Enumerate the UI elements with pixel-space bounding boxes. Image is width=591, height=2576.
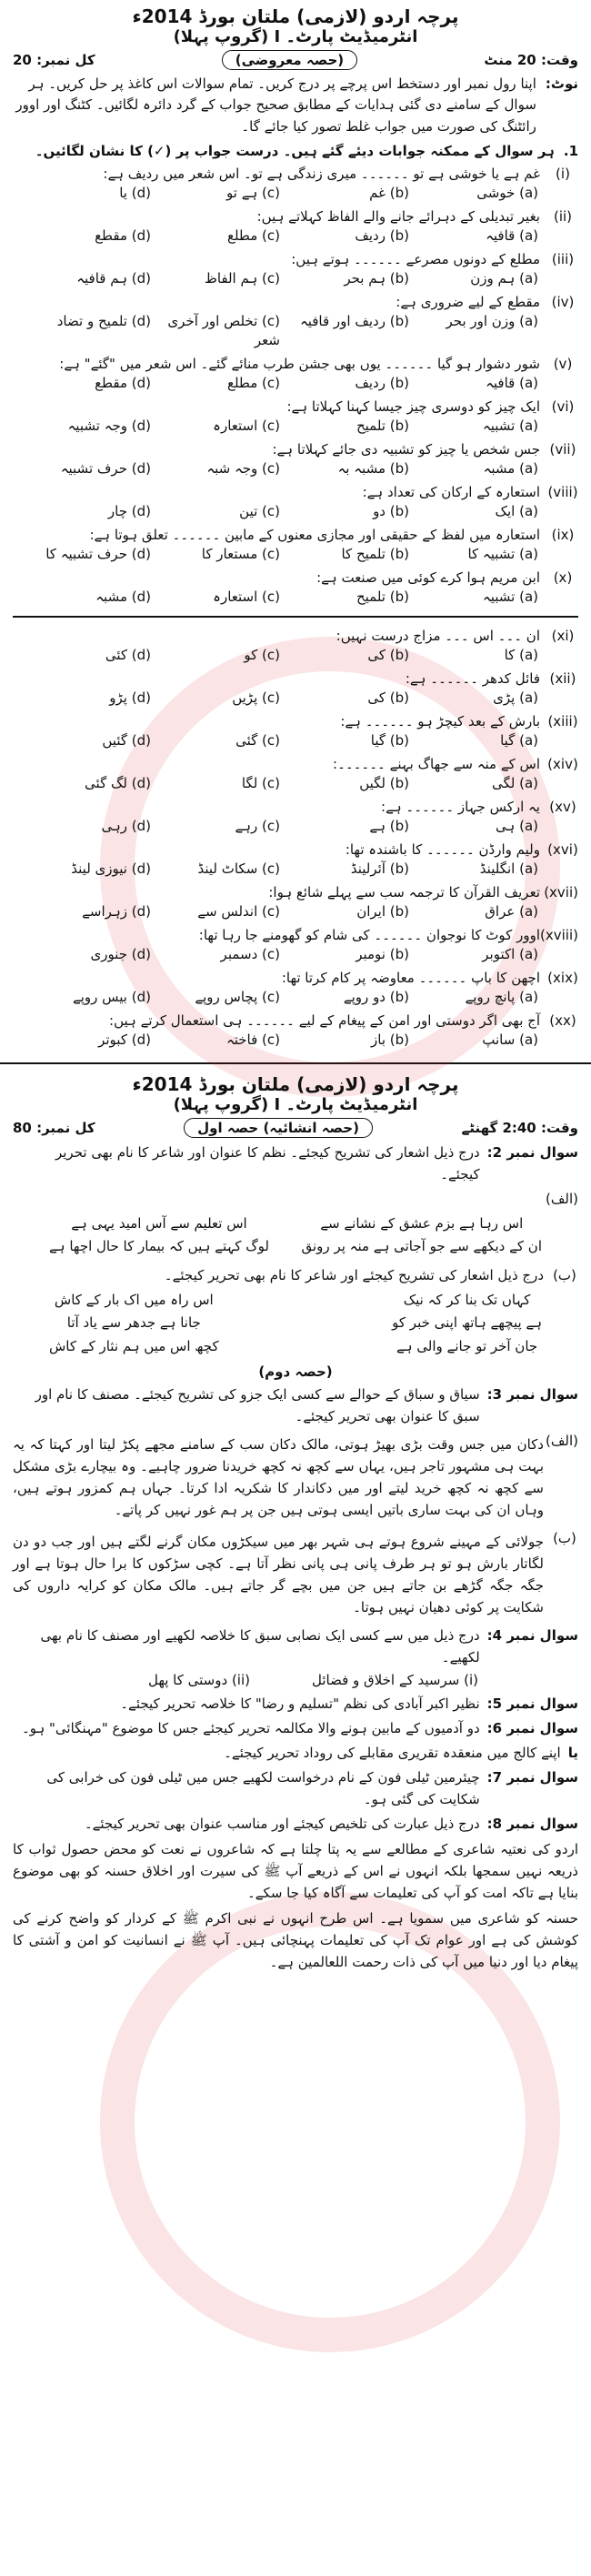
mcq-option[interactable]: (d) تلمیح و تضاد	[56, 312, 151, 329]
question-4	[13, 1625, 578, 1668]
mcq-item	[13, 293, 578, 350]
mcq-number: (xi)	[551, 627, 575, 644]
mcq-option[interactable]: (a) پڑی	[493, 689, 538, 706]
mcq-options	[13, 860, 578, 879]
mcq-item	[13, 526, 578, 564]
note-text: اپنا رول نمبر اور دستخط اس پرچے پر درج کریں۔ تمام سوالات اس کاغذ پر حل کریں۔ ہر سوال کے سامنے دی گئی ہدایات کے مطابق صحیح جواب کے گرد دائرہ لگائیں۔ کٹنگ اور اوور رائٹنگ کی صورت میں جواب غلط تصور کیا جائے گا۔	[15, 75, 536, 135]
mcq-number: (v)	[553, 355, 573, 372]
mcq-option[interactable]: (c) ہے تو	[226, 184, 280, 201]
mcq-item	[13, 755, 578, 793]
mcq-options	[13, 374, 578, 393]
mcq-stem	[13, 798, 578, 817]
q2b-label: (ب)	[553, 1266, 576, 1283]
mcq-number: (xvi)	[547, 840, 578, 858]
mcq-option[interactable]: (c) پڑیں	[232, 689, 280, 706]
q7-label: سوال نمبر 7:	[486, 1769, 578, 1786]
paper1-objective	[0, 0, 591, 1050]
q1-instruction: ہر سوال کے ممکنہ جوابات دیئے گئے ہیں۔ درست جواب پر (✓) کا نشان لگائیں۔	[35, 142, 555, 159]
mcq-item	[13, 883, 578, 921]
mcq-list-part2	[13, 627, 578, 1050]
mcq-option[interactable]: (c) گئی	[235, 731, 280, 749]
q2-label: سوال نمبر 2:	[486, 1143, 578, 1161]
mcq-option[interactable]: (a) ہم وزن	[470, 269, 538, 287]
mcq-options	[13, 774, 578, 793]
q5-text: نظیر اکبر آبادی کی نظم "تسلیم و رضا" کا خلاصہ تحریر کیجئے۔	[120, 1696, 480, 1713]
question-6	[13, 1717, 578, 1739]
mcq-question: جس شخص یا چیز کو تشبیہ دی جائے کہلاتا ہے:	[272, 440, 540, 458]
mcq-stem	[13, 355, 578, 374]
mcq-option[interactable]: (b) آئرلینڈ	[350, 860, 409, 877]
mcq-options	[13, 1031, 578, 1050]
mcq-number: (vii)	[549, 440, 576, 458]
mcq-option[interactable]: (a) عراق	[485, 902, 538, 920]
mcq-question: شور دشوار ہو گیا ۔۔۔۔۔۔ یوں بھی جشن طرب منائے گئے۔ اس شعر میں "گئے" ہے:	[59, 355, 540, 372]
mcq-number: (viii)	[547, 483, 578, 500]
mcq-stem	[13, 397, 578, 417]
q2a-couplets	[13, 1213, 578, 1259]
mcq-option[interactable]: (c) تخلص اور آخری شعر	[167, 312, 280, 348]
mcq-option[interactable]: (b) کی	[367, 646, 409, 663]
mcq-option[interactable]: (d) یا	[119, 184, 151, 201]
mcq-options	[13, 417, 578, 436]
q3a-label: (الف)	[546, 1433, 578, 1450]
q8-paragraph-1: اردو کی نعتیہ شاعری کے مطالعے سے یہ پتا چلتا ہے کہ شاعروں نے نعت کو محض حصول ثواب کا ذریعہ نہیں سمجھا بلکہ انہوں نے اس کے ذریعے آپ ﷺ کی سیرت اور اخلاق حسنہ کو بھی موضوع بنایا ہے تاکہ امت کو آپ کی تعلیمات سے آگاہ کیا جا سکے۔	[13, 1841, 578, 1902]
paper2-meta	[13, 1118, 578, 1138]
paper1-marks: کل نمبر: 20	[13, 52, 95, 68]
mcq-item	[13, 798, 578, 836]
mcq-options	[13, 689, 578, 708]
paper1-meta	[13, 50, 578, 70]
q3a	[13, 1430, 578, 1524]
mcq-option[interactable]: (a) کا	[504, 646, 538, 663]
mcq-item	[13, 355, 578, 393]
mcq-option[interactable]: (b) ہے	[369, 817, 409, 834]
paper1-subtitle: انٹرمیڈیٹ پارٹ۔ I (گروپ پہلا)	[173, 27, 418, 46]
mcq-question: یہ ارکس جہاز ۔۔۔۔۔۔ ہے:	[381, 798, 540, 815]
mcq-option[interactable]: (a) گیا	[500, 731, 538, 749]
mcq-option[interactable]: (d) کبوتر	[98, 1031, 151, 1048]
paper1-section: (حصہ معروضی)	[222, 50, 357, 70]
q2-text: درج ذیل اشعار کی تشریح کیجئے۔ نظم کا عنوان اور شاعر کا نام بھی تحریر کیجئے۔	[55, 1143, 480, 1182]
verse-line: کہاں تک بنا کر کہ نیک	[403, 1291, 531, 1308]
question-5	[13, 1693, 578, 1715]
q2b-text: درج ذیل اشعار کی تشریح کیجئے اور شاعر کا نام بھی تحریر کیجئے۔	[164, 1266, 544, 1283]
mcq-question: ان ۔۔۔ اس ۔۔۔ مزاج درست نہیں:	[336, 627, 540, 644]
mcq-question: اچھن کا باپ ۔۔۔۔۔۔ معاوضہ پر کام کرتا تھا:	[281, 969, 540, 986]
mcq-option[interactable]: (b) ردیف	[355, 374, 409, 391]
mcq-option[interactable]: (a) قافیہ	[486, 226, 538, 244]
question-8	[13, 1813, 578, 1835]
mcq-number: (xx)	[549, 1011, 576, 1029]
mcq-stem	[13, 969, 578, 988]
mcq-question: ولیم وارڈن ۔۔۔۔۔۔ کا باشندہ تھا:	[345, 840, 540, 858]
part2-heading: (حصہ دوم)	[258, 1363, 333, 1381]
q4-label: سوال نمبر 4:	[486, 1627, 578, 1645]
mcq-option[interactable]: (c) مطلع	[226, 374, 280, 391]
q3b	[13, 1527, 578, 1622]
q2a-right-column	[302, 1213, 543, 1259]
mcq-option[interactable]: (a) تشبیہ کا	[467, 545, 538, 562]
mcq-number: (xix)	[547, 969, 578, 986]
q1-number: 1.	[563, 142, 578, 159]
mcq-option[interactable]: (b) تلمیح	[356, 588, 409, 605]
mcq-options	[13, 588, 578, 607]
paper-divider	[0, 1062, 591, 1064]
mcq-options	[13, 459, 578, 478]
mcq-option[interactable]: (b) تلمیح	[356, 417, 409, 434]
mcq-question: اوور کوٹ کا نوجوان ۔۔۔۔۔۔ کی شام کو گھومنے جا رہا تھا:	[198, 926, 540, 943]
mcq-options	[13, 269, 578, 288]
mcq-item	[13, 250, 578, 288]
question-2	[13, 1142, 578, 1185]
mcq-stem	[13, 483, 578, 502]
mcq-number: (xviii)	[540, 926, 578, 943]
q8-text: درج ذیل عبارت کی تلخیص کیجئے اور مناسب عنوان بھی تحریر کیجئے۔	[84, 1816, 480, 1833]
q6-text-2: اپنے کالج میں منعقدہ تقریری مقابلے کی روداد تحریر کیجئے۔	[224, 1745, 561, 1762]
mcq-option[interactable]: (d) چار	[107, 502, 151, 519]
divider	[13, 616, 578, 618]
mcq-option[interactable]: (b) ایران	[356, 902, 409, 920]
mcq-number: (x)	[553, 569, 573, 586]
mcq-option[interactable]: (b) تلمیح کا	[341, 545, 409, 562]
mcq-option[interactable]: (c) کو	[244, 646, 280, 663]
mcq-option[interactable]: (d) جنوری	[90, 945, 151, 962]
mcq-option[interactable]: (c) ہم الفاظ	[204, 269, 280, 287]
mcq-options	[13, 312, 578, 350]
mcq-number: (iii)	[551, 250, 575, 267]
mcq-option[interactable]: (d) نیوزی لینڈ	[71, 860, 151, 877]
question-7	[13, 1766, 578, 1810]
mcq-options	[13, 226, 578, 246]
mcq-option[interactable]: (d) کئی	[105, 646, 151, 663]
q2a-label: (الف)	[546, 1190, 578, 1207]
q1-heading	[13, 143, 578, 159]
q6-label: سوال نمبر 6:	[486, 1720, 578, 1737]
mcq-stem	[13, 165, 578, 184]
q2b	[13, 1264, 578, 1286]
mcq-number: (iv)	[551, 293, 575, 310]
mcq-stem	[13, 712, 578, 731]
mcq-stem	[13, 569, 578, 588]
mcq-options	[13, 184, 578, 203]
mcq-option[interactable]: (a) وزن اور بحر	[446, 312, 538, 329]
q2b-right-column	[392, 1289, 542, 1359]
paper1-title: پرچہ اردو (لازمی) ملتان بورڈ 2014ء	[132, 5, 459, 27]
mcq-option[interactable]: (b) غم	[369, 184, 409, 201]
mcq-option[interactable]: (c) لگا	[241, 774, 280, 791]
mcq-option[interactable]: (b) مشبہ بہ	[337, 459, 409, 477]
q2b-couplets	[13, 1289, 578, 1359]
mcq-stem	[13, 207, 578, 226]
paper2-section: (حصہ انشائیہ) حصہ اول	[184, 1118, 373, 1138]
mcq-option[interactable]: (b) دو	[373, 502, 409, 519]
mcq-question: تعریف القرآن کا ترجمہ سب سے پہلے شائع ہوا:	[268, 883, 540, 901]
mcq-option[interactable]: (d) حرف تشبیہ کا	[45, 545, 151, 562]
mcq-option[interactable]: (d) لگ گئی	[85, 774, 151, 791]
mcq-option[interactable]: (b) ردیف	[355, 226, 409, 244]
mcq-question: بغیر تبدیلی کے دہرائے جانے والے الفاظ کہلاتے ہیں:	[256, 207, 540, 225]
mcq-options	[13, 545, 578, 564]
mcq-option[interactable]: (a) ہی	[496, 817, 538, 834]
mcq-option[interactable]: (a) پانچ روپے	[465, 988, 538, 1005]
mcq-option[interactable]: (b) نومبر	[356, 945, 409, 962]
mcq-item	[13, 440, 578, 478]
mcq-number: (ix)	[551, 526, 575, 543]
mcq-item	[13, 926, 578, 964]
question-3	[13, 1384, 578, 1427]
mcq-number: (xv)	[549, 798, 576, 815]
mcq-options	[13, 902, 578, 921]
verse-line: کچھ اس میں ہم نثار کے کاش	[49, 1337, 219, 1354]
mcq-option[interactable]: (b) کی	[367, 689, 409, 706]
verse-line: اس راہ میں اک بار کے کاش	[54, 1291, 214, 1308]
mcq-option[interactable]: (c) مستعار کا	[201, 545, 280, 562]
mcq-option[interactable]: (c) دسمبر	[220, 945, 280, 962]
verse-line: اس تعلیم سے آس امید یہی ہے	[71, 1214, 247, 1232]
q5-label: سوال نمبر 5:	[486, 1696, 578, 1713]
mcq-option[interactable]: (d) بیس روپے	[72, 988, 151, 1005]
q6-text: دو آدمیوں کے مابین ہونے والا مکالمہ تحریر کیجئے جس کا موضوع "مہنگائی" ہو۔	[21, 1720, 480, 1737]
mcq-option[interactable]: (c) استعارہ	[213, 588, 280, 605]
mcq-stem	[13, 840, 578, 860]
mcq-item	[13, 627, 578, 665]
q3b-text: جولائی کے مہینے شروع ہوتے ہی شہر بھر میں سیکڑوں مکان گرنے لگتے ہیں اور جب دو دن لگاتار بارش ہو تو ہر طرف پانی ہی پانی نظر آتا ہے۔ کچی سڑکوں کا برا حال ہوتا ہے اور جگہ جگہ گڑھے بن جاتے ہیں جن میں بچے گر جاتے ہیں۔ مالک مکان کو کرایہ داروں کی شکایت پر کوئی دھیان نہیں ہوتا۔	[13, 1534, 544, 1616]
paper2-subtitle: انٹرمیڈیٹ پارٹ۔ I (گروپ پہلا)	[173, 1094, 418, 1114]
q7-text: چیئرمین ٹیلی فون کے نام درخواست لکھیے جس میں ٹیلی فون کی خرابی کی شکایت کی گئی ہو۔	[46, 1769, 480, 1808]
mcq-option[interactable]: (d) زہراسے	[82, 902, 151, 920]
mcq-question: اس کے منہ سے جھاگ بہنے ۔۔۔۔۔۔:	[333, 755, 540, 772]
mcq-options	[13, 502, 578, 521]
mcq-question: ابن مریم ہوا کرے کوئی میں صنعت ہے:	[316, 569, 540, 586]
paper2-marks: کل نمبر: 80	[13, 1119, 95, 1136]
mcq-number: (xvii)	[544, 883, 578, 901]
mcq-number: (vi)	[551, 397, 575, 415]
paper2-title: پرچہ اردو (لازمی) ملتان بورڈ 2014ء	[132, 1072, 459, 1095]
mcq-item	[13, 483, 578, 521]
mcq-option[interactable]: (d) مقطع	[95, 374, 151, 391]
paper1-time: وقت: 20 منٹ	[484, 52, 578, 68]
paper1-note	[13, 74, 578, 137]
verse-line: جانا ہے جدھر سے یاد آتا	[66, 1314, 201, 1332]
mcq-option[interactable]: (a) قافیہ	[486, 374, 538, 391]
mcq-options	[13, 646, 578, 665]
mcq-option[interactable]: (d) پڑو	[109, 689, 151, 706]
paper2-subjective	[0, 1073, 591, 1974]
note-label: نوٹ:	[545, 75, 578, 92]
mcq-item	[13, 840, 578, 879]
mcq-option[interactable]: (b) ہم بحر	[344, 269, 409, 287]
mcq-number: (xiii)	[547, 712, 578, 730]
verse-line: جان آخر تو جانے والی ہے	[396, 1337, 538, 1354]
mcq-question: مقطع کے لیے ضروری ہے:	[396, 293, 540, 310]
q4-option: (i) سرسید کے اخلاق و فضائل	[311, 1672, 478, 1689]
mcq-question: آج بھی اگر دوستی اور امن کے پیغام کے لیے ۔۔۔۔۔۔ ہی استعمال کرتے ہیں:	[109, 1011, 540, 1029]
verse-line: ان کے دیکھے سے جو آجاتی ہے منہ پر رونق	[301, 1238, 542, 1255]
mcq-option[interactable]: (c) رہے	[235, 817, 280, 834]
mcq-stem	[13, 1011, 578, 1031]
mcq-option[interactable]: (c) پچاس روپے	[195, 988, 280, 1005]
q6-or-label: یا	[567, 1745, 578, 1762]
mcq-option[interactable]: (d) رہی	[101, 817, 151, 834]
mcq-option[interactable]: (d) حرف تشبیہ	[60, 459, 151, 477]
mcq-option[interactable]: (c) وجہ شبہ	[206, 459, 280, 477]
mcq-options	[13, 988, 578, 1007]
mcq-item	[13, 207, 578, 246]
mcq-item	[13, 569, 578, 607]
mcq-option[interactable]: (a) سانپ	[482, 1031, 538, 1048]
mcq-item	[13, 669, 578, 708]
mcq-option[interactable]: (b) گیا	[370, 731, 409, 749]
verse-line: اس رہا ہے بزم عشق کے نشانے سے	[320, 1214, 524, 1232]
mcq-stem	[13, 440, 578, 459]
mcq-option[interactable]: (a) تشبیہ	[482, 588, 538, 605]
mcq-list-part1	[13, 165, 578, 607]
mcq-stem	[13, 627, 578, 646]
q6-or	[13, 1742, 578, 1764]
mcq-question: مطلع کے دونوں مصرعے ۔۔۔۔۔۔ ہوتے ہیں:	[291, 250, 540, 267]
mcq-question: استعارہ میں لفظ کے حقیقی اور مجازی معنوں کے مابین ۔۔۔۔۔۔ تعلق ہوتا ہے:	[89, 526, 540, 543]
mcq-number: (ii)	[553, 207, 573, 225]
mcq-option[interactable]: (d) گئیں	[102, 731, 151, 749]
mcq-option[interactable]: (a) اکتوبر	[482, 945, 538, 962]
mcq-number: (i)	[556, 165, 570, 182]
mcq-options	[13, 945, 578, 964]
mcq-item	[13, 397, 578, 436]
mcq-option[interactable]: (b) ردیف اور قافیہ	[299, 312, 409, 329]
mcq-option[interactable]: (d) مقطع	[95, 226, 151, 244]
q4-option: (ii) دوستی کا پھل	[147, 1672, 250, 1689]
mcq-options	[13, 731, 578, 750]
mcq-option[interactable]: (c) اندلس سے	[197, 902, 280, 920]
mcq-question: ایک چیز کو دوسری چیز جیسا کہنا کہلاتا ہے:	[286, 397, 540, 415]
mcq-stem	[13, 293, 578, 312]
mcq-option[interactable]: (d) وجہ تشبیہ	[67, 417, 151, 434]
mcq-option[interactable]: (b) دو روپے	[343, 988, 409, 1005]
mcq-option[interactable]: (b) باز	[371, 1031, 409, 1048]
mcq-question: بارش کے بعد کیچڑ ہو ۔۔۔۔۔۔ ہے:	[340, 712, 540, 730]
q3b-label: (ب)	[553, 1530, 576, 1547]
mcq-option[interactable]: (a) انگلینڈ	[479, 860, 538, 877]
mcq-option[interactable]: (d) مشبہ	[95, 588, 151, 605]
q8-label: سوال نمبر 8:	[486, 1816, 578, 1833]
mcq-option[interactable]: (c) مطلع	[226, 226, 280, 244]
mcq-item	[13, 969, 578, 1007]
q2a-left-column	[49, 1213, 269, 1259]
mcq-stem	[13, 250, 578, 269]
mcq-number: (xiv)	[547, 755, 578, 772]
verse-line: ہے پیچھے ہاتھ اپنی خبر کو	[392, 1314, 542, 1332]
verse-line: لوگ کہتے ہیں کہ بیمار کا حال اچھا ہے	[49, 1238, 269, 1255]
mcq-option[interactable]: (c) فاختہ	[225, 1031, 280, 1048]
mcq-stem	[13, 526, 578, 545]
mcq-item	[13, 712, 578, 750]
mcq-option[interactable]: (c) سکاٹ لینڈ	[197, 860, 280, 877]
mcq-option[interactable]: (a) تشبیہ	[482, 417, 538, 434]
mcq-option[interactable]: (a) مشبہ	[483, 459, 538, 477]
mcq-option[interactable]: (d) ہم قافیہ	[76, 269, 151, 287]
q3a-text: دکان میں جس وقت بڑی بھیڑ ہوتی، مالک دکان سب کے سامنے مجھے پکڑ لیتا اور کہتا کہ یہ بہت ہی مشہور تاجر ہیں، یہاں سے کچھ نہ کچھ خریدنا ضرور چاہیے۔ وہ بیچارے بڑی مشکل سے کچھ نہ کچھ خرید لیتے اور میں دکاندار کا شکریہ ادا کرتا۔ جہاں ہم کمزور ہوتے ہیں، وہاں ان کی بہت ساری باتیں ایسی ہوتی ہیں جن پر ہم غور نہیں کر پاتے۔	[13, 1436, 544, 1519]
q2a	[13, 1188, 578, 1210]
mcq-question: فائل کدھر ۔۔۔۔۔۔ ہے:	[405, 669, 540, 687]
q4-text: درج ذیل میں سے کسی ایک نصابی سبق کا خلاصہ لکھیے اور مصنف کا نام بھی لکھیے۔	[40, 1627, 480, 1666]
mcq-option[interactable]: (a) ایک	[495, 502, 538, 519]
mcq-item	[13, 165, 578, 203]
mcq-item	[13, 1011, 578, 1050]
mcq-question: غم ہے یا خوشی ہے تو ۔۔۔۔۔۔ میری زندگی ہے تو۔ اس شعر میں ردیف ہے:	[103, 165, 540, 182]
paper2-time: وقت: 2:40 گھنٹے	[461, 1119, 578, 1136]
q3-label: سوال نمبر 3:	[486, 1386, 578, 1404]
q4-options	[13, 1671, 578, 1690]
mcq-stem	[13, 669, 578, 689]
mcq-options	[13, 817, 578, 836]
mcq-option[interactable]: (c) استعارہ	[213, 417, 280, 434]
q8-paragraph-2: حسنہ کو شاعری میں سمویا ہے۔ اس طرح انہوں نے نبی اکرم ﷺ کے کردار کو واضح کرنے کی کوشش کی ہے اور عوام تک آپ کی تعلیمات پہنچائی ہیں۔ آپ ﷺ نے انسانیت کو امن و آشتی کا پیغام دیا اور دنیا میں آپ کی ذات رحمت اللعالمین ہے۔	[13, 1910, 578, 1971]
mcq-question: استعارہ کے ارکان کی تعداد ہے:	[362, 483, 540, 500]
mcq-stem	[13, 755, 578, 774]
mcq-stem	[13, 883, 578, 902]
mcq-number: (xii)	[549, 669, 576, 687]
q3-text: سیاق و سباق کے حوالے سے کسی ایک جزو کی تشریح کیجئے۔ مصنف کا نام اور سبق کا عنوان بھی تحریر کیجئے۔	[35, 1386, 480, 1425]
mcq-stem	[13, 926, 578, 945]
mcq-option[interactable]: (a) خوشی	[476, 184, 538, 201]
mcq-option[interactable]: (b) لگیں	[359, 774, 409, 791]
mcq-option[interactable]: (c) تین	[239, 502, 280, 519]
mcq-option[interactable]: (a) لگی	[491, 774, 538, 791]
q2b-left-column	[49, 1289, 219, 1359]
